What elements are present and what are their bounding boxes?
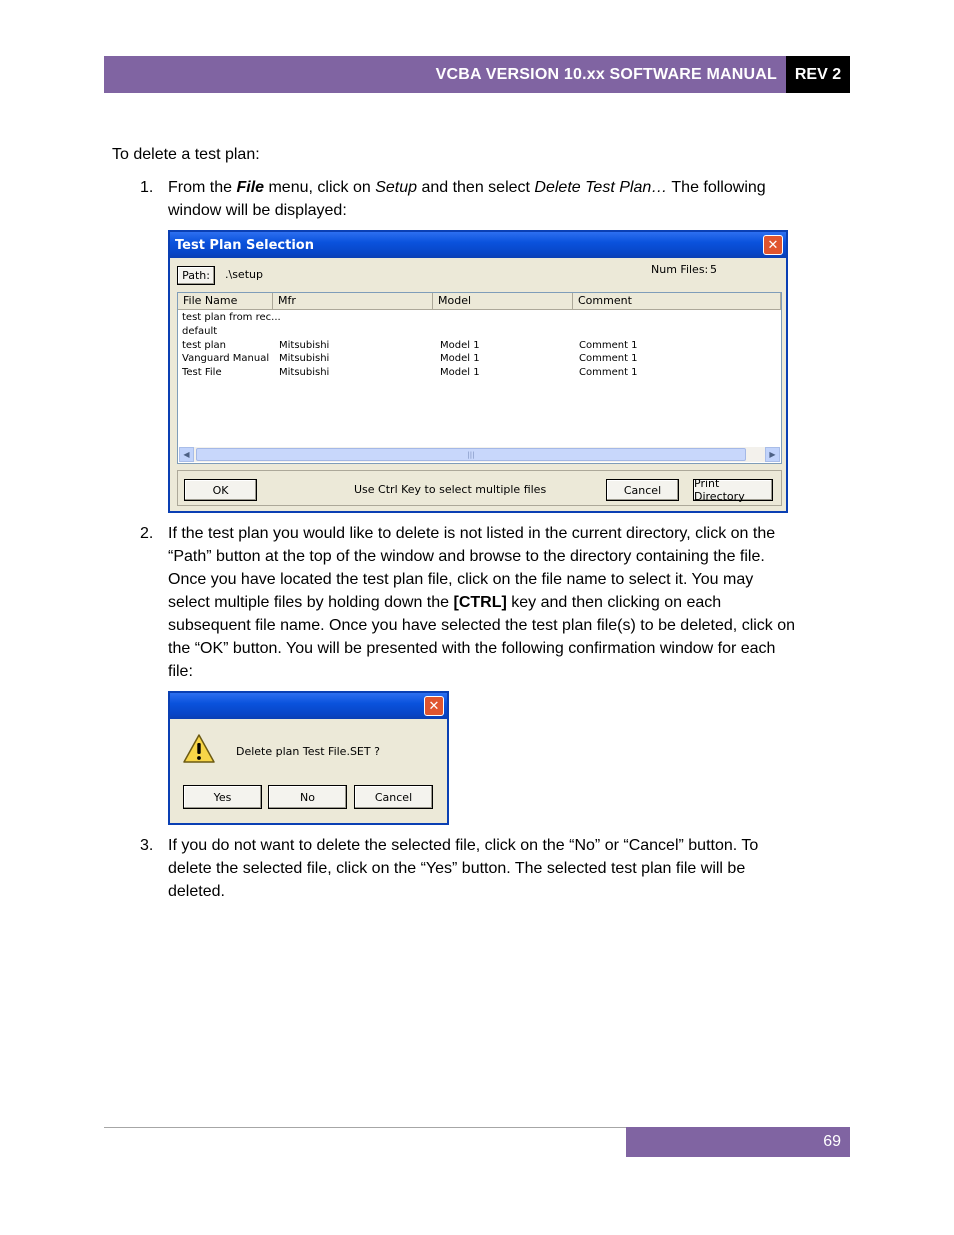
intro-text: To delete a test plan: [112,146,260,163]
cell-mfr: Mitsubishi [279,353,330,364]
footer-rule [104,1127,626,1128]
cell-file-name: test plan [182,340,226,351]
menu-name: File [236,179,265,196]
step-line: subsequent file name. Once you have selected the test plan file(s) to be deleted, click on [168,617,796,634]
path-value: .\setup [225,268,263,281]
page-number: 69 [626,1127,850,1157]
button-bar [177,470,782,506]
step-line: file: [168,663,193,680]
text-run: and then select [417,179,535,196]
cell-comment: Comment 1 [579,340,638,351]
step-line: “Path” button at the top of the window and browse to the directory containing the file. [168,548,765,565]
text-run: From the [168,179,237,196]
horizontal-scrollbar[interactable] [179,447,780,462]
cell-mfr: Mitsubishi [279,367,330,378]
cell-comment: Comment 1 [579,367,638,378]
yes-button[interactable]: Yes [183,785,262,809]
text-run: key and then clicking on each [506,594,722,611]
cell-model: Model 1 [440,340,480,351]
ok-button[interactable]: OK [184,479,257,501]
close-icon[interactable]: ✕ [424,696,444,716]
scroll-left-icon[interactable]: ◀ [179,447,194,462]
window-title: Test Plan Selection [175,237,314,253]
hint-text: Use Ctrl Key to select multiple files [354,483,547,496]
cell-file-name: default [182,326,218,337]
num-files-label: Num Files: [651,263,709,276]
cancel-button[interactable]: Cancel [606,479,679,501]
text-run: select multiple files by holding down the [168,594,454,611]
window-titlebar [170,693,447,719]
key-name: [CTRL] [453,594,507,611]
cell-model: Model 1 [440,367,480,378]
print-directory-button[interactable]: Print Directory [693,479,773,501]
menu-item: Delete Test Plan… [534,179,668,196]
step-line: If the test plan you would like to delete is not listed in the current directory, click on the [168,525,776,542]
cell-mfr: Mitsubishi [279,340,330,351]
num-files-value: 5 [710,263,717,276]
step-body [168,522,848,683]
manual-title: VCBA VERSION 10.xx SOFTWARE MANUAL [104,56,786,93]
test-plan-selection-window [168,230,788,513]
column-header-file-name[interactable]: File Name [178,293,273,310]
text-run: menu, click on [264,179,376,196]
cell-file-name: Test File [182,367,222,378]
cancel-button[interactable]: Cancel [354,785,433,809]
column-header-mfr[interactable]: Mfr [273,293,433,310]
warning-icon [182,733,216,765]
step-line: the “OK” button. You will be presented with the following confirmation window for each [168,640,776,657]
revision-badge: REV 2 [786,56,850,93]
close-icon[interactable]: ✕ [763,235,783,255]
column-header-comment[interactable]: Comment [573,293,781,310]
step-number: 3. [140,837,154,854]
step-line: window will be displayed: [168,202,347,219]
text-run: The following [667,179,766,196]
step-line: Once you have located the test plan file, click on the file name to select it. You may [168,571,754,588]
step-line [168,591,848,614]
step-line: delete the selected file, click on the “Yes” button. The selected test plan file will be [168,860,746,877]
cell-model: Model 1 [440,353,480,364]
scroll-right-icon[interactable]: ▶ [765,447,780,462]
step-line: deleted. [168,883,225,900]
cell-comment: Comment 1 [579,353,638,364]
confirmation-message: Delete plan Test File.SET ? [236,745,380,758]
step-line [168,176,848,199]
path-button[interactable]: Path: [177,266,215,285]
window-titlebar [170,232,786,258]
cell-file-name: test plan from rec... [182,312,281,323]
step-number: 2. [140,525,154,542]
no-button[interactable]: No [268,785,347,809]
step-number: 1. [140,179,154,196]
menu-item: Setup [375,179,417,196]
step-body [168,176,848,222]
cell-file-name: Vanguard Manual [182,353,270,364]
file-list[interactable] [177,292,782,464]
step-body [168,834,848,903]
page-header [104,56,850,93]
column-header-model[interactable]: Model [433,293,573,310]
scroll-thumb[interactable]: ||| [196,448,746,461]
delete-confirmation-window [168,691,449,825]
step-line: If you do not want to delete the selected file, click on the “No” or “Cancel” button. To [168,837,759,854]
